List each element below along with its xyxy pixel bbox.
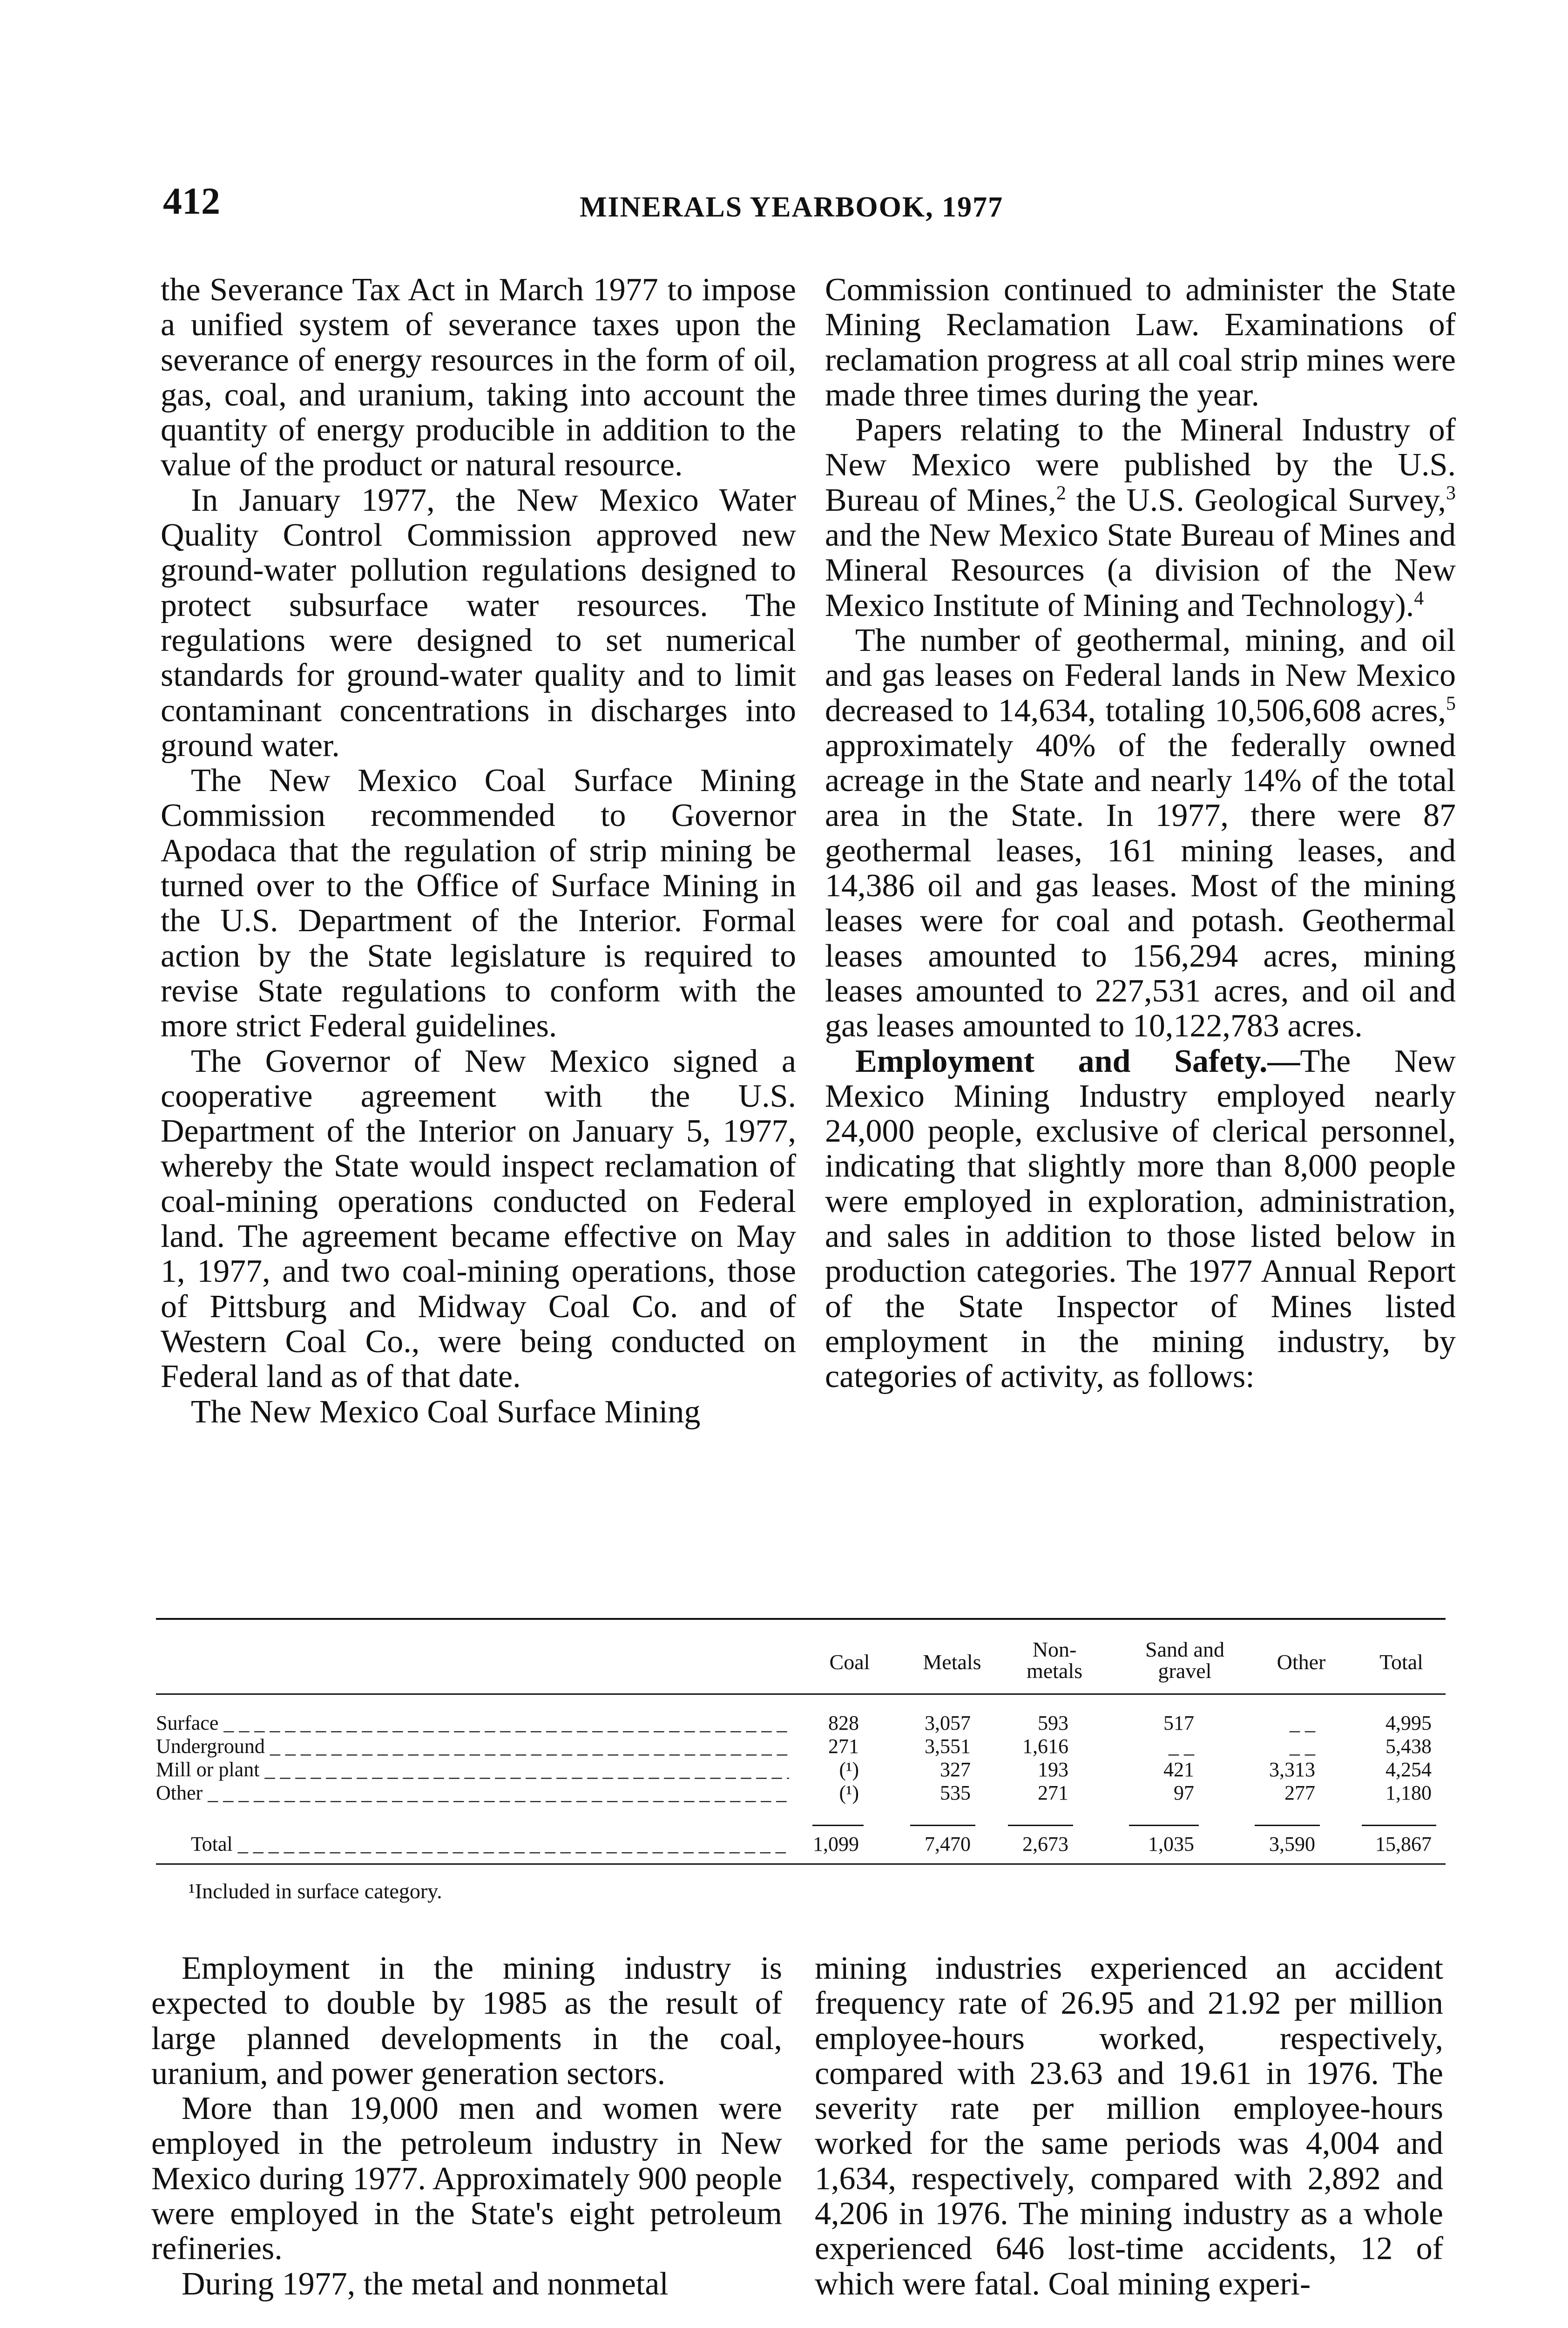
row-label: Surface _ _ _ xyxy=(156,1711,789,1735)
running-title: MINERALS YEARBOOK, 1977 xyxy=(580,191,1004,223)
cell-nonmetals: 271 xyxy=(1038,1781,1068,1804)
text-column-right-upper xyxy=(825,272,1456,1394)
cell-total: 1,180 xyxy=(1386,1781,1432,1804)
cell-nonmetals: 1,616 xyxy=(1022,1735,1068,1758)
row-label: Mill or plant _ _ _ xyxy=(156,1758,789,1781)
cell-total: 15,867 xyxy=(1375,1833,1432,1855)
cell-metals: 7,470 xyxy=(925,1833,971,1855)
column-header-other: Other xyxy=(1277,1650,1326,1674)
paragraph: the Severance Tax Act in March 1977 to impose a unified system of severance taxes upon the severance of energy resources in the form of oil, gas, coal, and uranium, taking into account the quantity of energy producible in addition to the value of the product or natural resource. xyxy=(161,272,796,483)
row-label: Underground _ _ _ xyxy=(156,1734,789,1758)
paragraph: More than 19,000 men and women were employed in the petroleum industry in New Mexico during 1977. Approximately 900 people were employed in the State's eight petroleum refineries. xyxy=(151,2091,782,2267)
cell-metals: 3,057 xyxy=(925,1712,971,1734)
cell-other: 3,313 xyxy=(1269,1758,1315,1781)
text-span: The number of geothermal, mining, and oil and gas leases on Federal lands in New Mexico decreased to 14,634, totaling 10,506,608 acres, xyxy=(825,622,1456,729)
paragraph: The New Mexico Coal Surface Mining xyxy=(191,1394,701,1430)
row-label: Other _ _ _ xyxy=(156,1781,789,1805)
subtotal-rule xyxy=(1255,1825,1320,1826)
footnote-ref: 5 xyxy=(1446,693,1456,715)
table-rule-top xyxy=(156,1618,1446,1620)
footnote-ref: 2 xyxy=(1056,482,1066,504)
cell-metals: 3,551 xyxy=(925,1735,971,1758)
column-header-nonmetals: Non- metals xyxy=(1026,1638,1083,1683)
paragraph xyxy=(825,623,1456,1044)
text-column-left-upper xyxy=(161,272,796,1429)
cell-sand-gravel: 421 xyxy=(1163,1758,1194,1781)
subtotal-rule xyxy=(1008,1825,1073,1826)
table-row xyxy=(156,1781,1446,1804)
cell-coal: 828 xyxy=(828,1712,859,1734)
text-span: The New Mexico Mining Industry employed nearly 24,000 people, exclusive of clerical personnel, indicating that slightly more than 8,000 people were employed in exploration, administration, and sales in addition to those listed below in production categories. The 1977 Annual Report of the State Inspector of Mines listed employment in the mining industry, by categories of activity, as follows: xyxy=(825,1043,1456,1395)
cell-nonmetals: 193 xyxy=(1038,1758,1068,1781)
cell-metals: 327 xyxy=(940,1758,971,1781)
paragraph: The New Mexico Coal Surface Mining Commission recommended to Governor Apodaca that the regulation of strip mining be turned over to the Office of Surface Mining in the U.S. Department of the Interior. Formal action by the State legislature is required to revise State regulations to conform with the more strict Federal guidelines. xyxy=(161,763,796,1044)
cell-coal: 1,099 xyxy=(813,1833,859,1855)
footnote-ref: 3 xyxy=(1446,482,1456,504)
cell-nonmetals: 2,673 xyxy=(1022,1833,1068,1855)
subtotal-rule xyxy=(812,1825,864,1826)
column-header-total: Total xyxy=(1379,1650,1423,1674)
subtotal-rule xyxy=(1129,1825,1199,1826)
text-span: approximately 40% of the federally owned acreage in the State and nearly 14% of the total area in the State. In 1977, there were 87 geothermal leases, 161 mining leases, and 14,386 oil and gas leases. Most of the mining leases were for coal and potash. Geothermal leases amounted to 156,294 acres, mining leases amounted to 227,531 acres, and oil and gas leases amounted to 10,122,783 acres. xyxy=(825,727,1456,1044)
paragraph: The Governor of New Mexico signed a cooperative agreement with the U.S. Department of the Interior on January 5, 1977, whereby the State would inspect reclamation of coal-mining operations conducted on Federal land. The agreement became effective on May 1, 1977, and two coal-mining operations, those of Pittsburg and Midway Coal Co. and of Western Coal Co., were being conducted on Federal land as of that date. xyxy=(161,1043,796,1395)
text-span: the U.S. Geological Survey, xyxy=(1066,482,1446,518)
table-rule-bottom xyxy=(156,1863,1446,1865)
cell-metals: 535 xyxy=(940,1781,971,1804)
paragraph: During 1977, the metal and nonmetal xyxy=(182,2266,669,2302)
cell-other: 3,590 xyxy=(1269,1833,1315,1855)
paragraph: Commission continued to administer the State Mining Reclamation Law. Examinations of reclamation progress at all coal strip mines were made three times during the year. xyxy=(825,272,1456,413)
text-column-right-lower xyxy=(815,1951,1443,2301)
table-footnote: ¹Included in surface category. xyxy=(189,1879,442,1903)
cell-coal: (¹) xyxy=(839,1781,859,1804)
table-row xyxy=(156,1734,1446,1758)
paragraph xyxy=(825,1044,1456,1394)
text-column-left-lower xyxy=(151,1951,782,2301)
table-row xyxy=(156,1711,1446,1734)
cell-nonmetals: 593 xyxy=(1038,1712,1068,1734)
paragraph: Employment in the mining industry is expected to double by 1985 as the result of large planned developments in the coal, uranium, and power generation sectors. xyxy=(151,1950,782,2091)
cell-sand-gravel: 517 xyxy=(1163,1712,1194,1734)
paragraph xyxy=(825,413,1456,623)
subtotal-rule xyxy=(910,1825,975,1826)
cell-total: 4,254 xyxy=(1386,1758,1432,1781)
paragraph: In January 1977, the New Mexico Water Quality Control Commission approved new ground-water pollution regulations designed to protect subsurface water resources. The regulations were designed to set numerical standards for ground-water quality and to limit contaminant concentrations in discharges into ground water. xyxy=(161,482,796,764)
cell-other: _ _ xyxy=(1290,1735,1315,1758)
cell-other: 277 xyxy=(1284,1781,1315,1804)
table-rule-header xyxy=(156,1693,1446,1695)
row-label: Total _ _ _ xyxy=(191,1832,789,1856)
subtotal-rule xyxy=(1362,1825,1436,1826)
cell-sand-gravel: 1,035 xyxy=(1148,1833,1194,1855)
cell-sand-gravel: 97 xyxy=(1174,1781,1194,1804)
cell-total: 4,995 xyxy=(1386,1712,1432,1734)
footnote-ref: 4 xyxy=(1414,588,1424,609)
section-heading: Employment and Safety.— xyxy=(855,1043,1300,1079)
paragraph: mining industries experienced an accident frequency rate of 26.95 and 21.92 per million employee-hours worked, respectively, compared with 23.63 and 19.61 in 1976. The severity rate per million employee-hours worked for the same periods was 4,004 and 1,634, respectively, compared with 2,892 and 4,206 in 1976. The mining industry as a whole experienced 646 lost-time accidents, 12 of which were fatal. Coal mining experi- xyxy=(815,1950,1443,2302)
column-header-metals: Metals xyxy=(923,1650,981,1674)
table-row xyxy=(156,1758,1446,1781)
cell-other: _ _ xyxy=(1290,1712,1315,1734)
text-span: Papers relating to the Mineral Industry of New Mexico were published by the U.S. Bureau of Mines, xyxy=(825,412,1456,518)
cell-coal: (¹) xyxy=(839,1758,859,1781)
table-total-row xyxy=(156,1832,1446,1855)
column-header-coal: Coal xyxy=(829,1650,870,1674)
cell-total: 5,438 xyxy=(1386,1735,1432,1758)
column-header-sand-gravel: Sand and gravel xyxy=(1145,1638,1224,1683)
cell-coal: 271 xyxy=(828,1735,859,1758)
page-number: 412 xyxy=(163,180,220,222)
text-span: and the New Mexico State Bureau of Mines and Mineral Resources (a division of the New Mexico Institute of Mining and Technology). xyxy=(825,517,1456,623)
cell-sand-gravel: _ _ xyxy=(1169,1735,1194,1758)
